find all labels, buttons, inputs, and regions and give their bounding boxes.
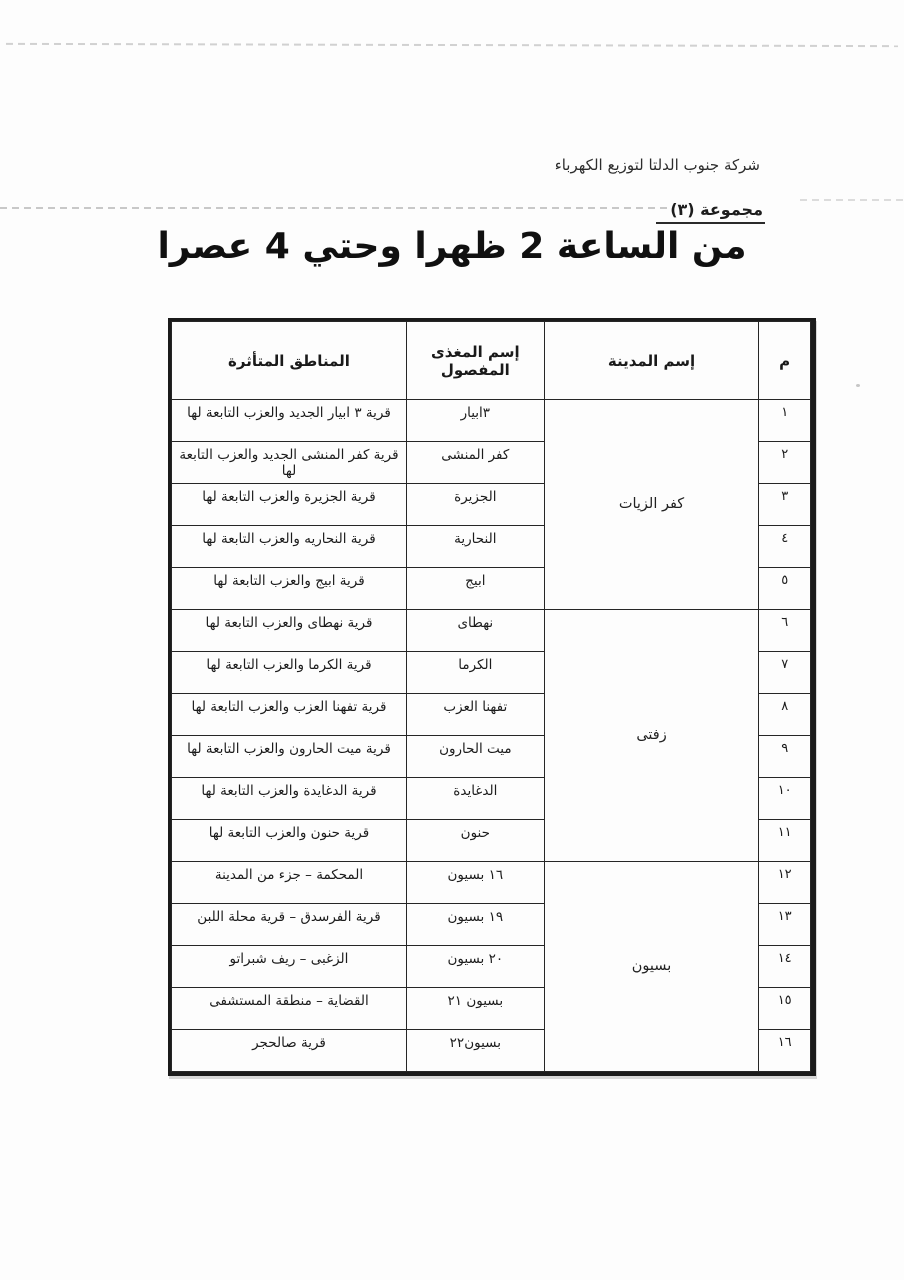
serial-cell: ٨ <box>759 694 811 736</box>
affected-areas-cell: قرية نهطاى والعزب التابعة لها <box>172 610 407 652</box>
affected-areas-cell: قرية ٣ ابيار الجديد والعزب التابعة لها <box>172 400 407 442</box>
affected-areas-cell: قرية حنون والعزب التابعة لها <box>172 820 407 862</box>
feeder-cell: ٣ابيار <box>406 400 544 442</box>
city-cell: بسيون <box>544 862 759 1072</box>
serial-cell: ٥ <box>759 568 811 610</box>
serial-cell: ٤ <box>759 526 811 568</box>
outage-table <box>171 321 811 1072</box>
serial-cell: ٣ <box>759 484 811 526</box>
affected-areas-cell: قرية الدغايدة والعزب التابعة لها <box>172 778 407 820</box>
affected-areas-cell: قرية ابيج والعزب التابعة لها <box>172 568 407 610</box>
affected-areas-cell: قرية تفهنا العزب والعزب التابعة لها <box>172 694 407 736</box>
affected-areas-cell: قرية النحاريه والعزب التابعة لها <box>172 526 407 568</box>
company-name: شركة جنوب الدلتا لتوزيع الكهرباء <box>554 156 760 174</box>
serial-cell: ١ <box>759 400 811 442</box>
city-cell: كفر الزيات <box>544 400 759 610</box>
header-serial: م <box>759 322 811 400</box>
feeder-cell: بسيون٢٢ <box>406 1030 544 1072</box>
serial-cell: ١٣ <box>759 904 811 946</box>
feeder-cell: الجزيرة <box>406 484 544 526</box>
affected-areas-cell: قرية صالحجر <box>172 1030 407 1072</box>
feeder-cell: ١٩ بسيون <box>406 904 544 946</box>
feeder-cell: تفهنا العزب <box>406 694 544 736</box>
table-header-row <box>172 322 811 400</box>
header-feeder-name: إسم المغذى المفصول <box>406 322 544 400</box>
header-city-name: إسم المدينة <box>544 322 759 400</box>
feeder-cell: النحارية <box>406 526 544 568</box>
serial-cell: ١٤ <box>759 946 811 988</box>
serial-cell: ٩ <box>759 736 811 778</box>
affected-areas-cell: قرية الكرما والعزب التابعة لها <box>172 652 407 694</box>
outage-table-body <box>172 400 811 1072</box>
serial-cell: ٢ <box>759 442 811 484</box>
page-title: من الساعة 2 ظهرا وحتي 4 عصرا <box>157 226 747 267</box>
serial-cell: ٦ <box>759 610 811 652</box>
table-row <box>172 862 811 904</box>
outage-table-container <box>168 318 816 1076</box>
affected-areas-cell: قرية الجزيرة والعزب التابعة لها <box>172 484 407 526</box>
scan-artifact-line-middle <box>0 207 668 209</box>
feeder-cell: الكرما <box>406 652 544 694</box>
feeder-cell: بسيون ٢١ <box>406 988 544 1030</box>
affected-areas-cell: المحكمة – جزء من المدينة <box>172 862 407 904</box>
serial-cell: ١٢ <box>759 862 811 904</box>
serial-cell: ١٠ <box>759 778 811 820</box>
feeder-cell: كفر المنشى <box>406 442 544 484</box>
table-row <box>172 400 811 442</box>
serial-cell: ٧ <box>759 652 811 694</box>
feeder-cell: الدغايدة <box>406 778 544 820</box>
affected-areas-cell: الزغبى – ريف شبراتو <box>172 946 407 988</box>
feeder-cell: ١٦ بسيون <box>406 862 544 904</box>
header-affected-areas: المناطق المتأثرة <box>172 322 407 400</box>
scan-artifact-speck <box>856 384 860 387</box>
feeder-cell: ميت الحارون <box>406 736 544 778</box>
feeder-cell: ابيج <box>406 568 544 610</box>
city-cell: زفتى <box>544 610 759 862</box>
serial-cell: ١١ <box>759 820 811 862</box>
feeder-cell: حنون <box>406 820 544 862</box>
affected-areas-cell: قرية كفر المنشى الجديد والعزب التابعة لها <box>172 442 407 484</box>
scan-artifact-line-top <box>6 43 898 47</box>
affected-areas-cell: قرية الفرسدق – قرية محلة اللبن <box>172 904 407 946</box>
scan-artifact-line-middle-right <box>800 199 904 201</box>
serial-cell: ١٦ <box>759 1030 811 1072</box>
affected-areas-cell: القضاية – منطقة المستشفى <box>172 988 407 1030</box>
affected-areas-cell: قرية ميت الحارون والعزب التابعة لها <box>172 736 407 778</box>
feeder-cell: ٢٠ بسيون <box>406 946 544 988</box>
feeder-cell: نهطاى <box>406 610 544 652</box>
serial-cell: ١٥ <box>759 988 811 1030</box>
group-label: مجموعة (٣) <box>656 200 765 224</box>
table-row <box>172 610 811 652</box>
